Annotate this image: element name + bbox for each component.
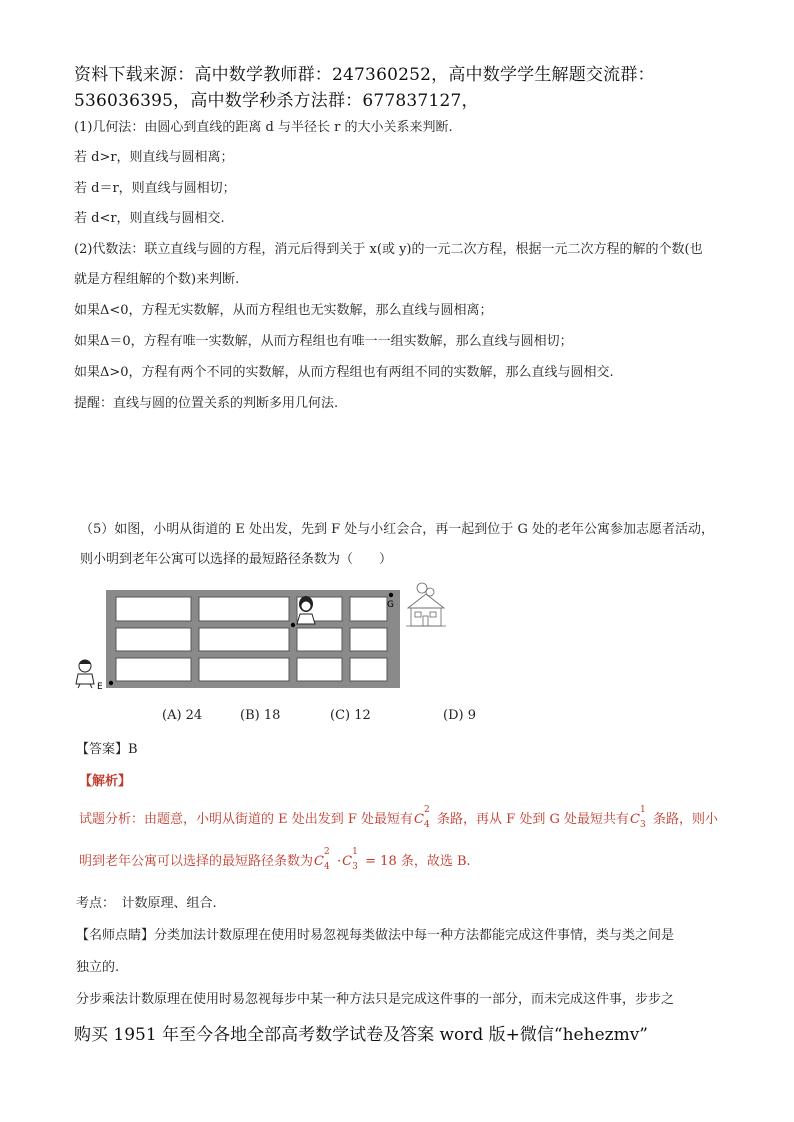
option-d: (D) 9 — [443, 708, 476, 723]
combination-c-4-2 — [414, 805, 436, 830]
block — [350, 628, 387, 651]
analysis-label: 【解析】 — [79, 774, 132, 789]
paragraph-case-separate: 若 d>r，则直线与圆相离； — [74, 150, 234, 165]
paragraph-tip: 提醒：直线与圆的位置关系的判断多用几何法. — [74, 396, 339, 411]
block — [297, 628, 342, 651]
combination-c-3-1 — [342, 847, 364, 872]
tips-line-1: 【名师点睛】分类加法计数原理在使用时易忽视每类做法中每一种方法都能完成这件事情，类与类之间是 — [76, 928, 675, 943]
analysis-line-2-part-b: = 18 条，故选 B. — [365, 854, 471, 869]
block — [199, 597, 289, 621]
analysis-line-2-part-a: 明到老年公寓可以选择的最短路径条数为 — [79, 854, 314, 869]
paragraph-geometric-method: (1)几何法：由圆心到直线的距离 d 与半径长 r 的大小关系来判断. — [74, 120, 453, 135]
combination-c-4-2 — [314, 847, 336, 872]
answer-label: 【答案】B — [76, 742, 138, 757]
combination-top: 2 — [424, 805, 430, 815]
combination-c-3-1 — [629, 805, 652, 830]
combination-top: 1 — [352, 847, 358, 857]
paragraph-delta-positive: 如果Δ>0，方程有两个不同的实数解，从而方程组也有两组不同的实数解，那么直线与圆相交. — [74, 365, 614, 380]
combination-letter: C — [314, 854, 324, 869]
combination-top: 1 — [639, 805, 646, 815]
combination-bottom: 3 — [639, 820, 646, 830]
block — [199, 628, 289, 651]
point-g-label: G — [387, 600, 394, 610]
analysis-line-1-part-b: 条路，再从 F 处到 G 处最短共有 — [437, 812, 629, 827]
block — [350, 597, 387, 621]
point-g-dot — [389, 593, 393, 597]
point-e-dot — [109, 681, 113, 685]
block — [116, 597, 191, 621]
paragraph-algebraic-method: (2)代数法：联立直线与圆的方程，消元后得到关于 x(或 y)的一元二次方程，根据一元二次方程的解的个数(也 — [74, 242, 703, 257]
block — [116, 658, 191, 681]
option-a: (A) 24 — [162, 708, 203, 723]
combination-bottom: 4 — [324, 862, 330, 872]
tips-line-2: 独立的. — [76, 960, 120, 975]
combination-letter: C — [342, 854, 353, 869]
paragraph-case-intersect: 若 d<r，则直线与圆相交. — [74, 211, 225, 226]
tips-line-3: 分步乘法计数原理在使用时易忽视每步中某一种方法只是完成这件事的一部分，而未完成这件事，步步之 — [76, 992, 675, 1007]
option-c: (C) 12 — [330, 708, 371, 723]
point-f-dot — [291, 623, 295, 627]
multiply-dot: · — [337, 854, 342, 869]
header-line-1: 资料下载来源：高中数学教师群：247360252，高中数学学生解题交流群： — [74, 65, 655, 85]
kaodian: 考点： 计数原理、组合. — [76, 896, 217, 911]
question-line-2: 则小明到老年公寓可以选择的最短路径条数为（ ） — [80, 552, 393, 567]
combination-top: 2 — [324, 847, 330, 857]
block — [199, 658, 289, 681]
combination-bottom: 3 — [352, 862, 358, 872]
point-e-label: E — [97, 682, 103, 692]
paragraph-algebraic-method-cont: 就是方程组解的个数)来判断. — [74, 272, 240, 287]
option-b: (B) 18 — [240, 708, 281, 723]
paragraph-delta-negative: 如果Δ<0，方程无实数解，从而方程组也无实数解，那么直线与圆相离； — [74, 303, 493, 318]
street-grid-figure — [70, 582, 460, 692]
paragraph-case-tangent: 若 d＝r，则直线与圆相切； — [74, 181, 236, 196]
question-line-1: （5）如图，小明从街道的 E 处出发，先到 F 处与小红会合，再一起到位于 G 处的老年公寓参加志愿者活动， — [80, 522, 714, 537]
analysis-line-2 — [79, 847, 471, 872]
footer-text: 购买 1951 年至今各地全部高考数学试卷及答案 word 版+微信“hehezmv” — [74, 1025, 648, 1045]
analysis-line-1-part-c: 条路，则小 — [652, 812, 718, 827]
boy-figure-icon — [76, 660, 94, 688]
senior-apartment-house-icon — [406, 583, 446, 626]
analysis-line-1-part-a: 试题分析：由题意，小明从街道的 E 处出发到 F 处最短有 — [79, 812, 414, 827]
combination-letter: C — [629, 812, 640, 827]
combination-bottom: 4 — [424, 820, 430, 830]
block — [297, 658, 342, 681]
analysis-line-1 — [79, 805, 718, 830]
block — [116, 628, 191, 651]
header-line-2: 536036395，高中数学秒杀方法群：677837127， — [74, 91, 479, 111]
combination-letter: C — [414, 812, 424, 827]
paragraph-delta-zero: 如果Δ＝0，方程有唯一实数解，从而方程组也有唯一一组实数解，那么直线与圆相切； — [74, 334, 573, 349]
block — [350, 658, 387, 681]
